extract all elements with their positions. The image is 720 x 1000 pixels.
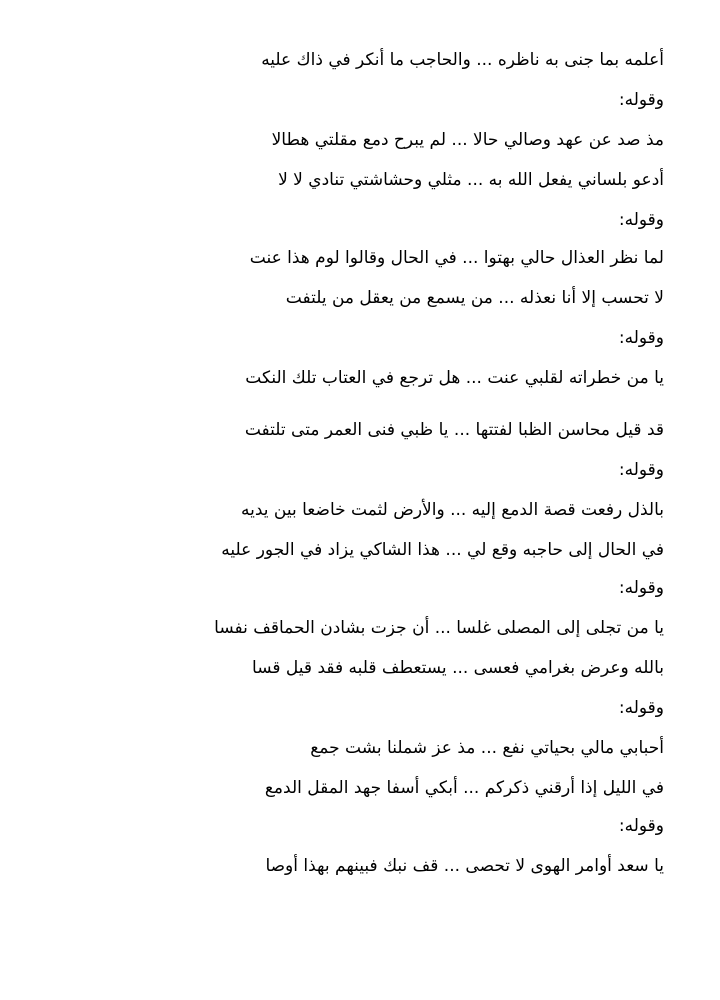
poem-line: في الليل إذا أرقني ذكركم ... أبكي أسفا جهد المقل الدمع xyxy=(264,778,664,798)
poem-line: لا تحسب إلا أنا نعذله ... من يسمع من يعقل من يلتفت xyxy=(285,288,664,308)
poem-line: يا من تجلى إلى المصلى غلسا ... أن جزت بشادن الحماقف نفسا xyxy=(214,618,664,638)
poem-line: مذ صد عن عهد وصالي حالا ... لم يبرح دمع مقلتي هطالا xyxy=(271,130,664,150)
poem-line: لما نظر العذال حالي بهتوا ... في الحال وقالوا لوم هذا عنت xyxy=(249,248,664,268)
poem-line: يا من خطراته لقلبي عنت ... هل ترجع في العتاب تلك النكت xyxy=(245,368,664,388)
section-heading: وقوله: xyxy=(618,328,664,348)
poem-line: في الحال إلى حاجبه وقع لي ... هذا الشاكي يزاد في الجور عليه xyxy=(221,540,664,560)
section-heading: وقوله: xyxy=(618,698,664,718)
poem-line: أدعو بلساني يفعل الله به ... مثلي وحشاشتي تنادي لا لا xyxy=(278,170,664,190)
section-heading: وقوله: xyxy=(618,816,664,836)
poem-line: يا سعد أوامر الهوى لا تحصى ... قف نبك فبينهم بهذا أوصا xyxy=(265,856,664,876)
section-heading: وقوله: xyxy=(618,90,664,110)
section-heading: وقوله: xyxy=(618,578,664,598)
poem-line: بالله وعرض بغرامي فعسى ... يستعطف قلبه فقد قيل قسا xyxy=(252,658,664,678)
poem-line: بالذل رفعت قصة الدمع إليه ... والأرض لثمت خاضعا بين يديه xyxy=(241,500,664,520)
section-heading: وقوله: xyxy=(618,210,664,230)
section-heading: وقوله: xyxy=(618,460,664,480)
poem-line: قد قيل محاسن الظبا لفتتها ... يا ظبي فنى العمر متى تلتفت xyxy=(244,420,664,440)
poem-line: أحبابي مالي بحياتي نفع ... مذ عز شملنا بشت جمع xyxy=(310,738,664,758)
poem-line: أعلمه بما جنى به ناظره ... والحاجب ما أنكر في ذاك عليه xyxy=(261,50,664,70)
